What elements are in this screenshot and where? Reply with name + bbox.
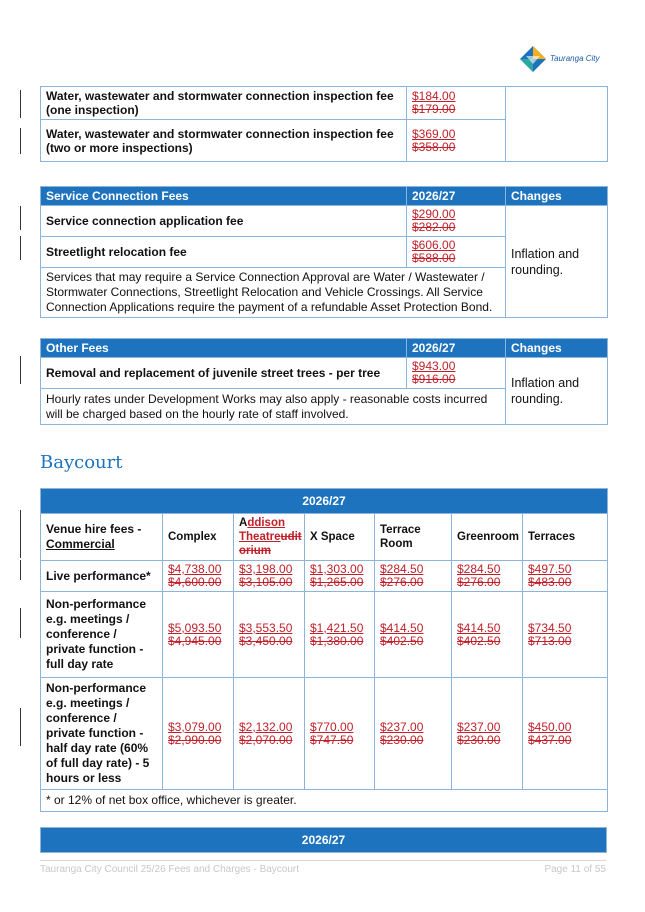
changes-cell — [506, 87, 608, 162]
addison-a: A — [239, 517, 248, 529]
price-cell — [523, 592, 608, 678]
new-value: $1,421.50 — [310, 620, 364, 635]
old-value: $588.00 — [412, 251, 456, 265]
table-row — [41, 561, 608, 592]
new-value: $2,132.00 — [239, 719, 293, 734]
new-value: $290.00 — [412, 207, 456, 221]
price-cell — [452, 592, 523, 678]
new-value: $3,079.00 — [168, 719, 222, 734]
new-value: $184.00 — [412, 89, 456, 103]
old-value: $230.00 — [380, 732, 424, 747]
new-value: $943.00 — [412, 359, 456, 373]
price-cell — [523, 561, 608, 592]
change-bar — [20, 236, 21, 260]
price-cell — [305, 592, 375, 678]
addison-ins1: ddison — [247, 517, 286, 529]
header-year: 2026/27 — [41, 489, 608, 514]
old-value: $358.00 — [412, 139, 456, 154]
price-cell — [163, 678, 234, 790]
price-cell — [375, 592, 452, 678]
change-bar — [20, 128, 21, 154]
fee-label: Streetlight relocation fee — [41, 237, 407, 268]
new-value: $284.50 — [457, 562, 501, 576]
old-value: $282.00 — [412, 220, 456, 234]
header-year: 2026/27 — [407, 339, 506, 358]
price-cell — [234, 592, 305, 678]
col-addison-theatre — [234, 514, 305, 561]
row-label: Live performance* — [41, 561, 163, 592]
other-fees-table — [40, 338, 608, 425]
new-value: $369.00 — [412, 126, 456, 141]
addison-del2: orium — [239, 545, 271, 557]
old-value: $4,945.00 — [168, 633, 222, 648]
section-heading: Baycourt — [40, 452, 123, 473]
old-value: $747.50 — [310, 732, 354, 747]
header-changes: Changes — [506, 339, 608, 358]
fee-label: Removal and replacement of juvenile street trees - per tree — [41, 358, 407, 389]
old-value: $230.00 — [457, 732, 501, 747]
baycourt-venue-table — [40, 488, 608, 812]
header-title: Other Fees — [41, 339, 407, 358]
header-title: Service Connection Fees — [41, 187, 407, 206]
table-header — [41, 489, 608, 514]
old-value: $916.00 — [412, 372, 456, 386]
header-year: 2026/27 — [407, 187, 506, 206]
logo-text: Tauranga City — [550, 54, 600, 63]
old-value: $437.00 — [528, 732, 572, 747]
table-header — [41, 187, 608, 206]
header-changes: Changes — [506, 187, 608, 206]
change-bar — [20, 356, 21, 384]
new-value: $450.00 — [528, 719, 572, 734]
column-header-row — [41, 514, 608, 561]
fee-values — [407, 87, 506, 120]
table-row — [41, 206, 608, 237]
service-note: Services that may require a Service Connection Approval are Water / Wastewater / Stormwater Connections, Streetlight Relocation and Vehicle Crossings. All Service Connection Applications require the payment of a refundable Asset Protection Bond. — [41, 268, 506, 318]
row-label: Non-performance e.g. meetings / conference / private function - full day rate — [41, 592, 163, 678]
old-value: $402.50 — [457, 633, 501, 648]
price-cell — [234, 678, 305, 790]
page-number: Page 11 of 55 — [544, 864, 606, 875]
price-cell — [305, 678, 375, 790]
footer-title: Tauranga City Council 25/26 Fees and Charges - Baycourt — [40, 864, 300, 875]
price-cell — [523, 678, 608, 790]
old-value: $1,265.00 — [310, 575, 364, 589]
change-bar — [20, 608, 21, 638]
change-bar — [20, 206, 21, 230]
old-value: $179.00 — [412, 102, 456, 116]
new-value: $770.00 — [310, 719, 354, 734]
col-terraces: Terraces — [523, 514, 608, 561]
price-cell — [163, 561, 234, 592]
new-value: $414.50 — [457, 620, 501, 635]
new-value: $5,093.50 — [168, 620, 222, 635]
changes-cell: Inflation and rounding. — [506, 206, 608, 318]
fee-label: Water, wastewater and stormwater connection inspection fee (one inspection) — [41, 87, 407, 120]
table-row — [41, 678, 608, 790]
logo-icon — [518, 44, 548, 74]
table-header — [41, 828, 607, 853]
inspection-fees-table — [40, 86, 608, 162]
change-bar — [20, 708, 21, 746]
change-bar — [20, 90, 21, 118]
addison-ins2: Theatre — [239, 531, 281, 543]
old-value: $3,105.00 — [239, 575, 293, 589]
col-terrace-room: Terrace Room — [375, 514, 452, 561]
addison-del1: udit — [280, 531, 302, 543]
new-value: $497.50 — [528, 562, 572, 576]
col-greenroom: Greenroom — [452, 514, 523, 561]
footnote: * or 12% of net box office, whichever is greater. — [41, 790, 608, 812]
table-row — [41, 790, 608, 812]
new-value: $237.00 — [380, 719, 424, 734]
change-bar — [20, 560, 21, 580]
old-value: $2,990.00 — [168, 732, 222, 747]
price-cell — [163, 592, 234, 678]
old-value: $276.00 — [380, 575, 424, 589]
col-complex: Complex — [163, 514, 234, 561]
other-note: Hourly rates under Development Works may also apply - reasonable costs incurred will be charged based on the hourly rate of staff involved. — [41, 389, 506, 425]
price-cell — [305, 561, 375, 592]
table-row — [41, 87, 608, 120]
table-row — [41, 358, 608, 389]
price-cell — [234, 561, 305, 592]
new-value: $1,303.00 — [310, 562, 364, 576]
old-value: $713.00 — [528, 633, 572, 648]
venue-label — [41, 514, 163, 561]
new-value: $3,198.00 — [239, 562, 293, 576]
new-value: $734.50 — [528, 620, 572, 635]
old-value: $276.00 — [457, 575, 501, 589]
page-footer — [40, 860, 606, 875]
new-value: $606.00 — [412, 238, 456, 252]
new-value: $284.50 — [380, 562, 424, 576]
council-logo — [518, 44, 613, 78]
old-value: $3,450.00 — [239, 633, 293, 648]
new-value: $4,738.00 — [168, 562, 222, 576]
next-table — [40, 827, 607, 853]
fee-values — [407, 120, 506, 162]
old-value: $402.50 — [380, 633, 424, 648]
old-value: $2,070.00 — [239, 732, 293, 747]
price-cell — [375, 561, 452, 592]
change-bar — [20, 510, 21, 558]
fee-label: Water, wastewater and stormwater connection inspection fee (two or more inspections) — [41, 120, 407, 162]
venue-label-text: Venue hire fees - — [46, 522, 142, 536]
fee-values — [407, 358, 506, 389]
price-cell — [375, 678, 452, 790]
service-connection-table — [40, 186, 608, 318]
old-value: $483.00 — [528, 575, 572, 589]
fee-values — [407, 206, 506, 237]
old-value: $1,380.00 — [310, 633, 364, 648]
header-year: 2026/27 — [41, 828, 607, 853]
fee-label: Service connection application fee — [41, 206, 407, 237]
price-cell — [452, 561, 523, 592]
fee-values — [407, 237, 506, 268]
new-value: $3,553.50 — [239, 620, 293, 635]
new-value: $414.50 — [380, 620, 424, 635]
col-x-space: X Space — [305, 514, 375, 561]
table-header — [41, 339, 608, 358]
venue-label-commercial: Commercial — [46, 537, 115, 551]
table-row — [41, 592, 608, 678]
row-label: Non-performance e.g. meetings / conference / private function - half day rate (60% of full day rate) - 5 hours or less — [41, 678, 163, 790]
old-value: $4,600.00 — [168, 575, 222, 589]
changes-cell: Inflation and rounding. — [506, 358, 608, 425]
new-value: $237.00 — [457, 719, 501, 734]
price-cell — [452, 678, 523, 790]
